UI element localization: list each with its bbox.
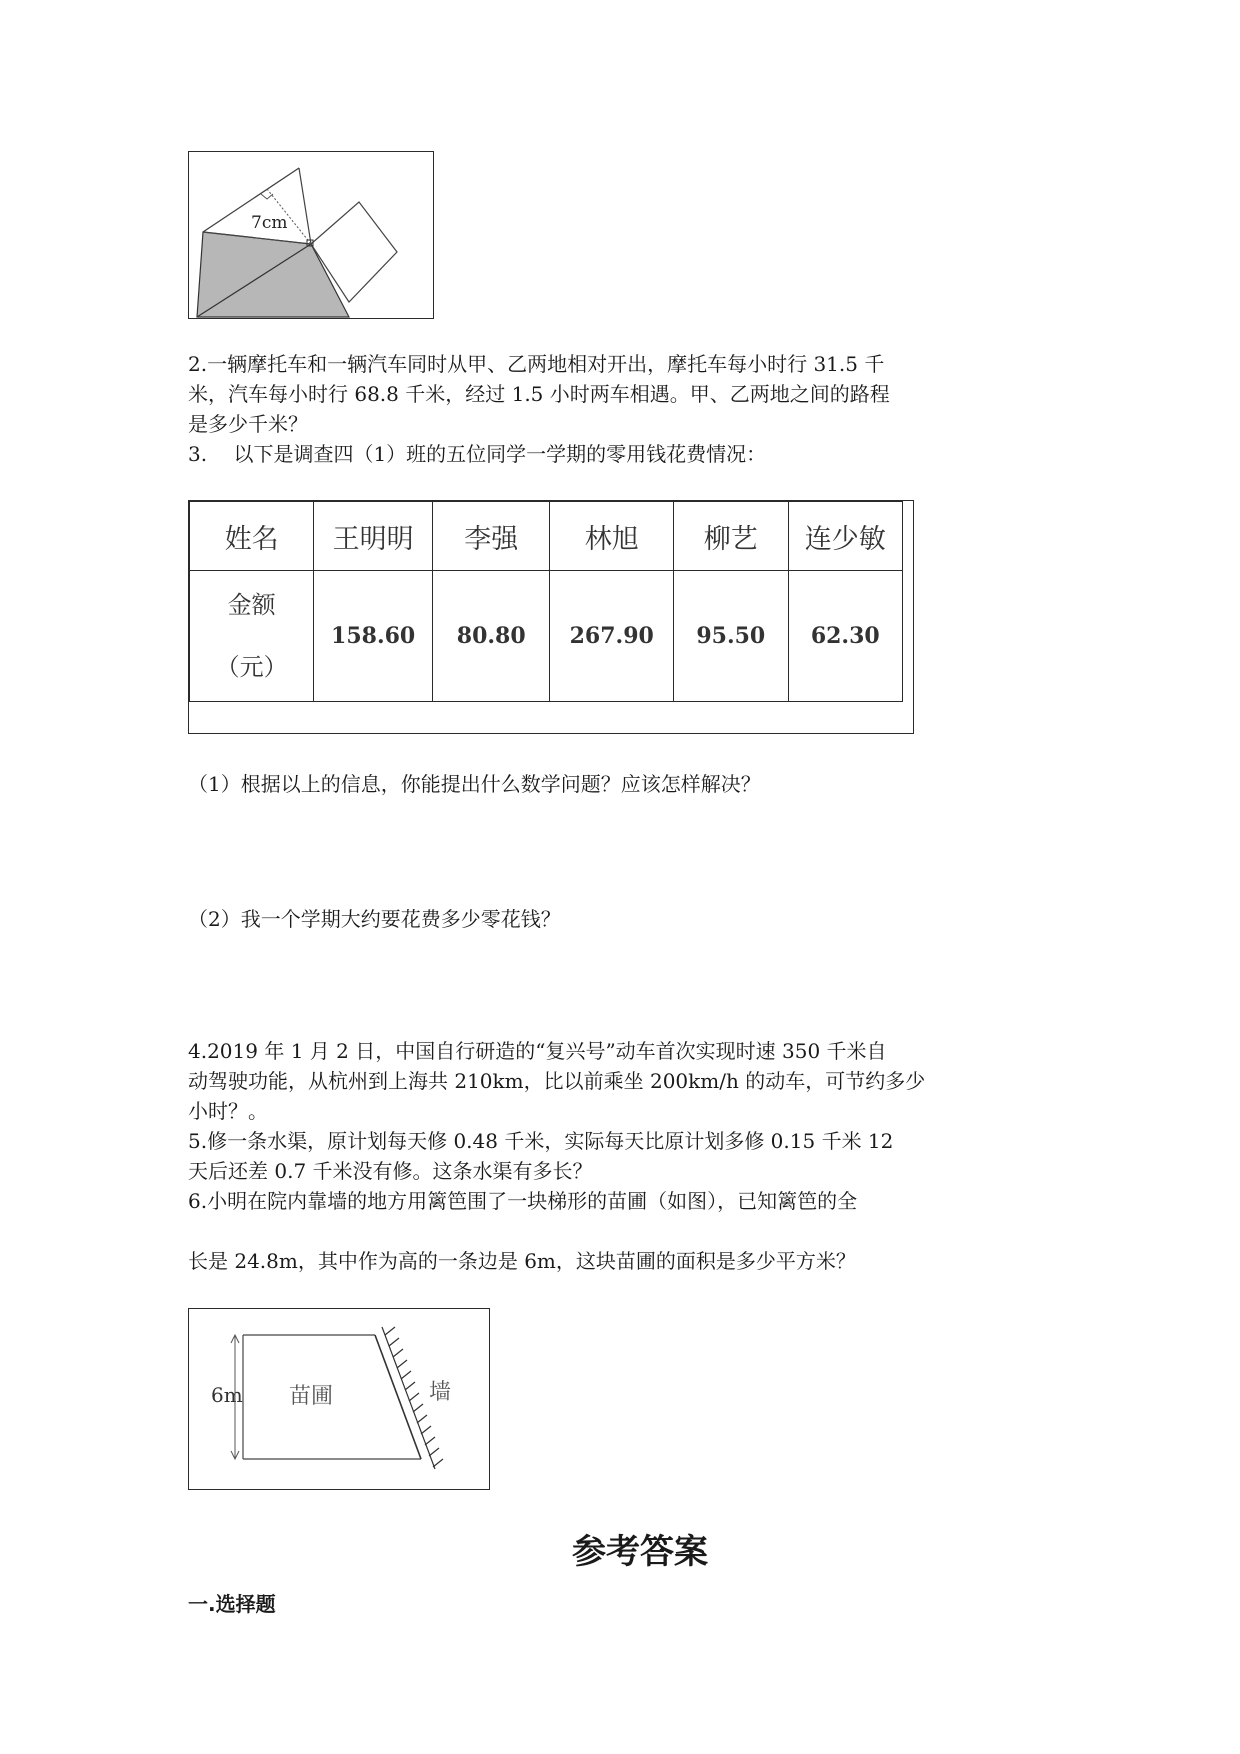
table-cell-amount: 158.60 bbox=[314, 571, 433, 702]
table-cell-amount: 80.80 bbox=[433, 571, 550, 702]
pocket-money-table bbox=[189, 501, 903, 702]
table-cell-amount: 62.30 bbox=[788, 571, 902, 702]
garden-height-label: 6m bbox=[211, 1383, 243, 1407]
question-4 bbox=[188, 1036, 1068, 1126]
q4-line-2: 动驾驶功能，从杭州到上海共 210km，比以前乘坐 200km/h 的动车，可节约多少 bbox=[188, 1069, 926, 1093]
table-cell-name: 林旭 bbox=[550, 502, 674, 571]
q2-line-3: 是多少千米？ bbox=[188, 412, 308, 436]
q3-sub-1: （1）根据以上的信息，你能提出什么数学问题？应该怎样解决？ bbox=[188, 772, 761, 796]
wall-label: 墙 bbox=[429, 1380, 452, 1405]
answers-section-1: 一.选择题 bbox=[188, 1592, 276, 1616]
table-cell-amount: 95.50 bbox=[674, 571, 788, 702]
figure-triangle-square bbox=[188, 151, 434, 319]
pocket-money-table-frame bbox=[188, 500, 914, 734]
table-row-amounts bbox=[190, 571, 903, 702]
amount-label-2: （元） bbox=[215, 653, 288, 681]
q4-line-3: 小时？。 bbox=[188, 1099, 268, 1123]
table-row-names bbox=[190, 502, 903, 571]
table-cell-name: 王明明 bbox=[314, 502, 433, 571]
q3-sub-2: （2）我一个学期大约要花费多少零花钱？ bbox=[188, 907, 561, 931]
question-2 bbox=[188, 349, 1068, 439]
table-header-name: 姓名 bbox=[190, 502, 314, 571]
table-cell-name: 柳艺 bbox=[674, 502, 788, 571]
triangle-square-diagram bbox=[189, 152, 433, 318]
figure1-length-label: 7cm bbox=[251, 213, 288, 233]
figure-garden bbox=[188, 1308, 490, 1490]
answers-title: 参考答案 bbox=[572, 1532, 708, 1572]
q3-intro: 3. 以下是调查四（1）班的五位同学一学期的零用钱花费情况： bbox=[188, 442, 767, 466]
garden-diagram bbox=[189, 1309, 489, 1489]
table-header-amount bbox=[190, 571, 314, 702]
q2-line-1: 2.一辆摩托车和一辆汽车同时从甲、乙两地相对开出，摩托车每小时行 31.5 千 bbox=[188, 352, 885, 376]
q5-line-2: 天后还差 0.7 千米没有修。这条水渠有多长？ bbox=[188, 1159, 593, 1183]
amount-label-1: 金额 bbox=[227, 591, 276, 619]
question-5 bbox=[188, 1126, 1068, 1186]
table-cell-name: 李强 bbox=[433, 502, 550, 571]
q6-line-1: 6.小明在院内靠墙的地方用篱笆围了一块梯形的苗圃（如图），已知篱笆的全 bbox=[188, 1189, 858, 1213]
table-cell-amount: 267.90 bbox=[550, 571, 674, 702]
q6-line-2: 长是 24.8m，其中作为高的一条边是 6m，这块苗圃的面积是多少平方米？ bbox=[188, 1249, 856, 1273]
q4-line-1: 4.2019 年 1 月 2 日，中国自行研造的“复兴号”动车首次实现时速 350 千米自 bbox=[188, 1039, 887, 1063]
q5-line-1: 5.修一条水渠，原计划每天修 0.48 千米，实际每天比原计划多修 0.15 千米 12 bbox=[188, 1129, 894, 1153]
q2-line-2: 米，汽车每小时行 68.8 千米，经过 1.5 小时两车相遇。甲、乙两地之间的路程 bbox=[188, 382, 890, 406]
garden-label: 苗圃 bbox=[289, 1384, 334, 1409]
table-cell-name: 连少敏 bbox=[788, 502, 902, 571]
